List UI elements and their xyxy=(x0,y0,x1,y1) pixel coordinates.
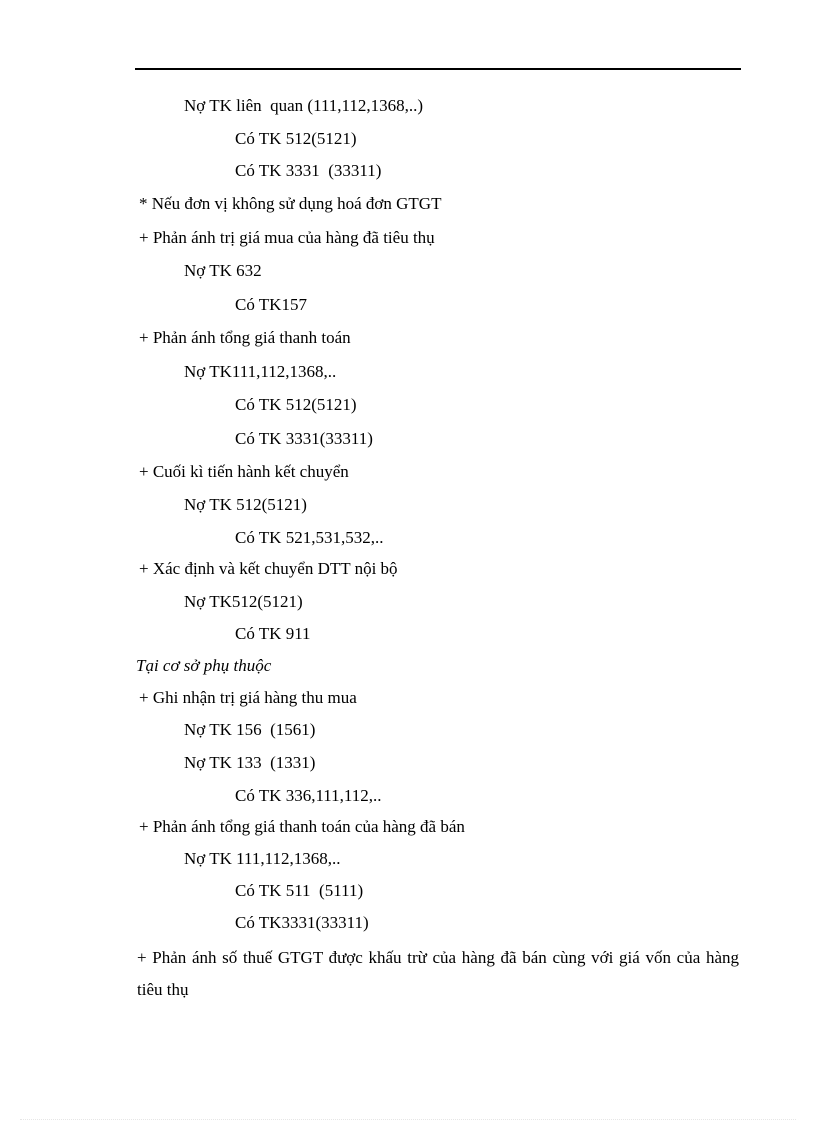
entry-debit: Nợ TK 133 (1331) xyxy=(184,753,316,772)
entry-debit: Nợ TK 512(5121) xyxy=(184,495,307,514)
entry-debit: Nợ TK 111,112,1368,.. xyxy=(184,849,341,868)
entry-credit: Có TK 3331(33311) xyxy=(235,429,373,448)
entry-credit: Có TK 512(5121) xyxy=(235,395,357,414)
entry-debit: Nợ TK512(5121) xyxy=(184,592,303,611)
step-heading: + Phản ánh tổng giá thanh toán của hàng đã bán xyxy=(139,817,465,836)
entry-debit: Nợ TK111,112,1368,.. xyxy=(184,362,337,381)
closing-paragraph: + Phản ánh số thuế GTGT được khấu trừ của hàng đã bán cùng với giá vốn của hàng tiêu thụ xyxy=(137,948,739,999)
entry-credit: Có TK 511 (5111) xyxy=(235,881,364,900)
entry-credit: Có TK157 xyxy=(235,295,307,314)
entry-credit: Có TK 3331 (33311) xyxy=(235,161,382,180)
step-heading: + Cuối kì tiến hành kết chuyển xyxy=(139,462,349,481)
entry-debit: Nợ TK 632 xyxy=(184,261,262,280)
entry-credit: Có TK3331(33311) xyxy=(235,913,369,932)
header-rule xyxy=(135,68,741,70)
entry-credit: Có TK 521,531,532,.. xyxy=(235,528,384,547)
step-heading: + Phản ánh trị giá mua của hàng đã tiêu thụ xyxy=(139,228,435,247)
entry-debit: Nợ TK 156 (1561) xyxy=(184,720,316,739)
entry-credit: Có TK 336,111,112,.. xyxy=(235,786,382,805)
page-bottom-border xyxy=(20,1119,796,1120)
entry-credit: Có TK 911 xyxy=(235,624,311,643)
entry-debit: Nợ TK liên quan (111,112,1368,..) xyxy=(184,96,424,115)
step-heading: + Phản ánh tổng giá thanh toán xyxy=(139,328,351,347)
step-heading: + Ghi nhận trị giá hàng thu mua xyxy=(139,688,357,707)
step-heading: + Xác định và kết chuyển DTT nội bộ xyxy=(139,559,398,578)
section-note: * Nếu đơn vị không sử dụng hoá đơn GTGT xyxy=(139,194,442,213)
section-subtitle: Tại cơ sở phụ thuộc xyxy=(136,656,272,675)
entry-credit: Có TK 512(5121) xyxy=(235,129,357,148)
